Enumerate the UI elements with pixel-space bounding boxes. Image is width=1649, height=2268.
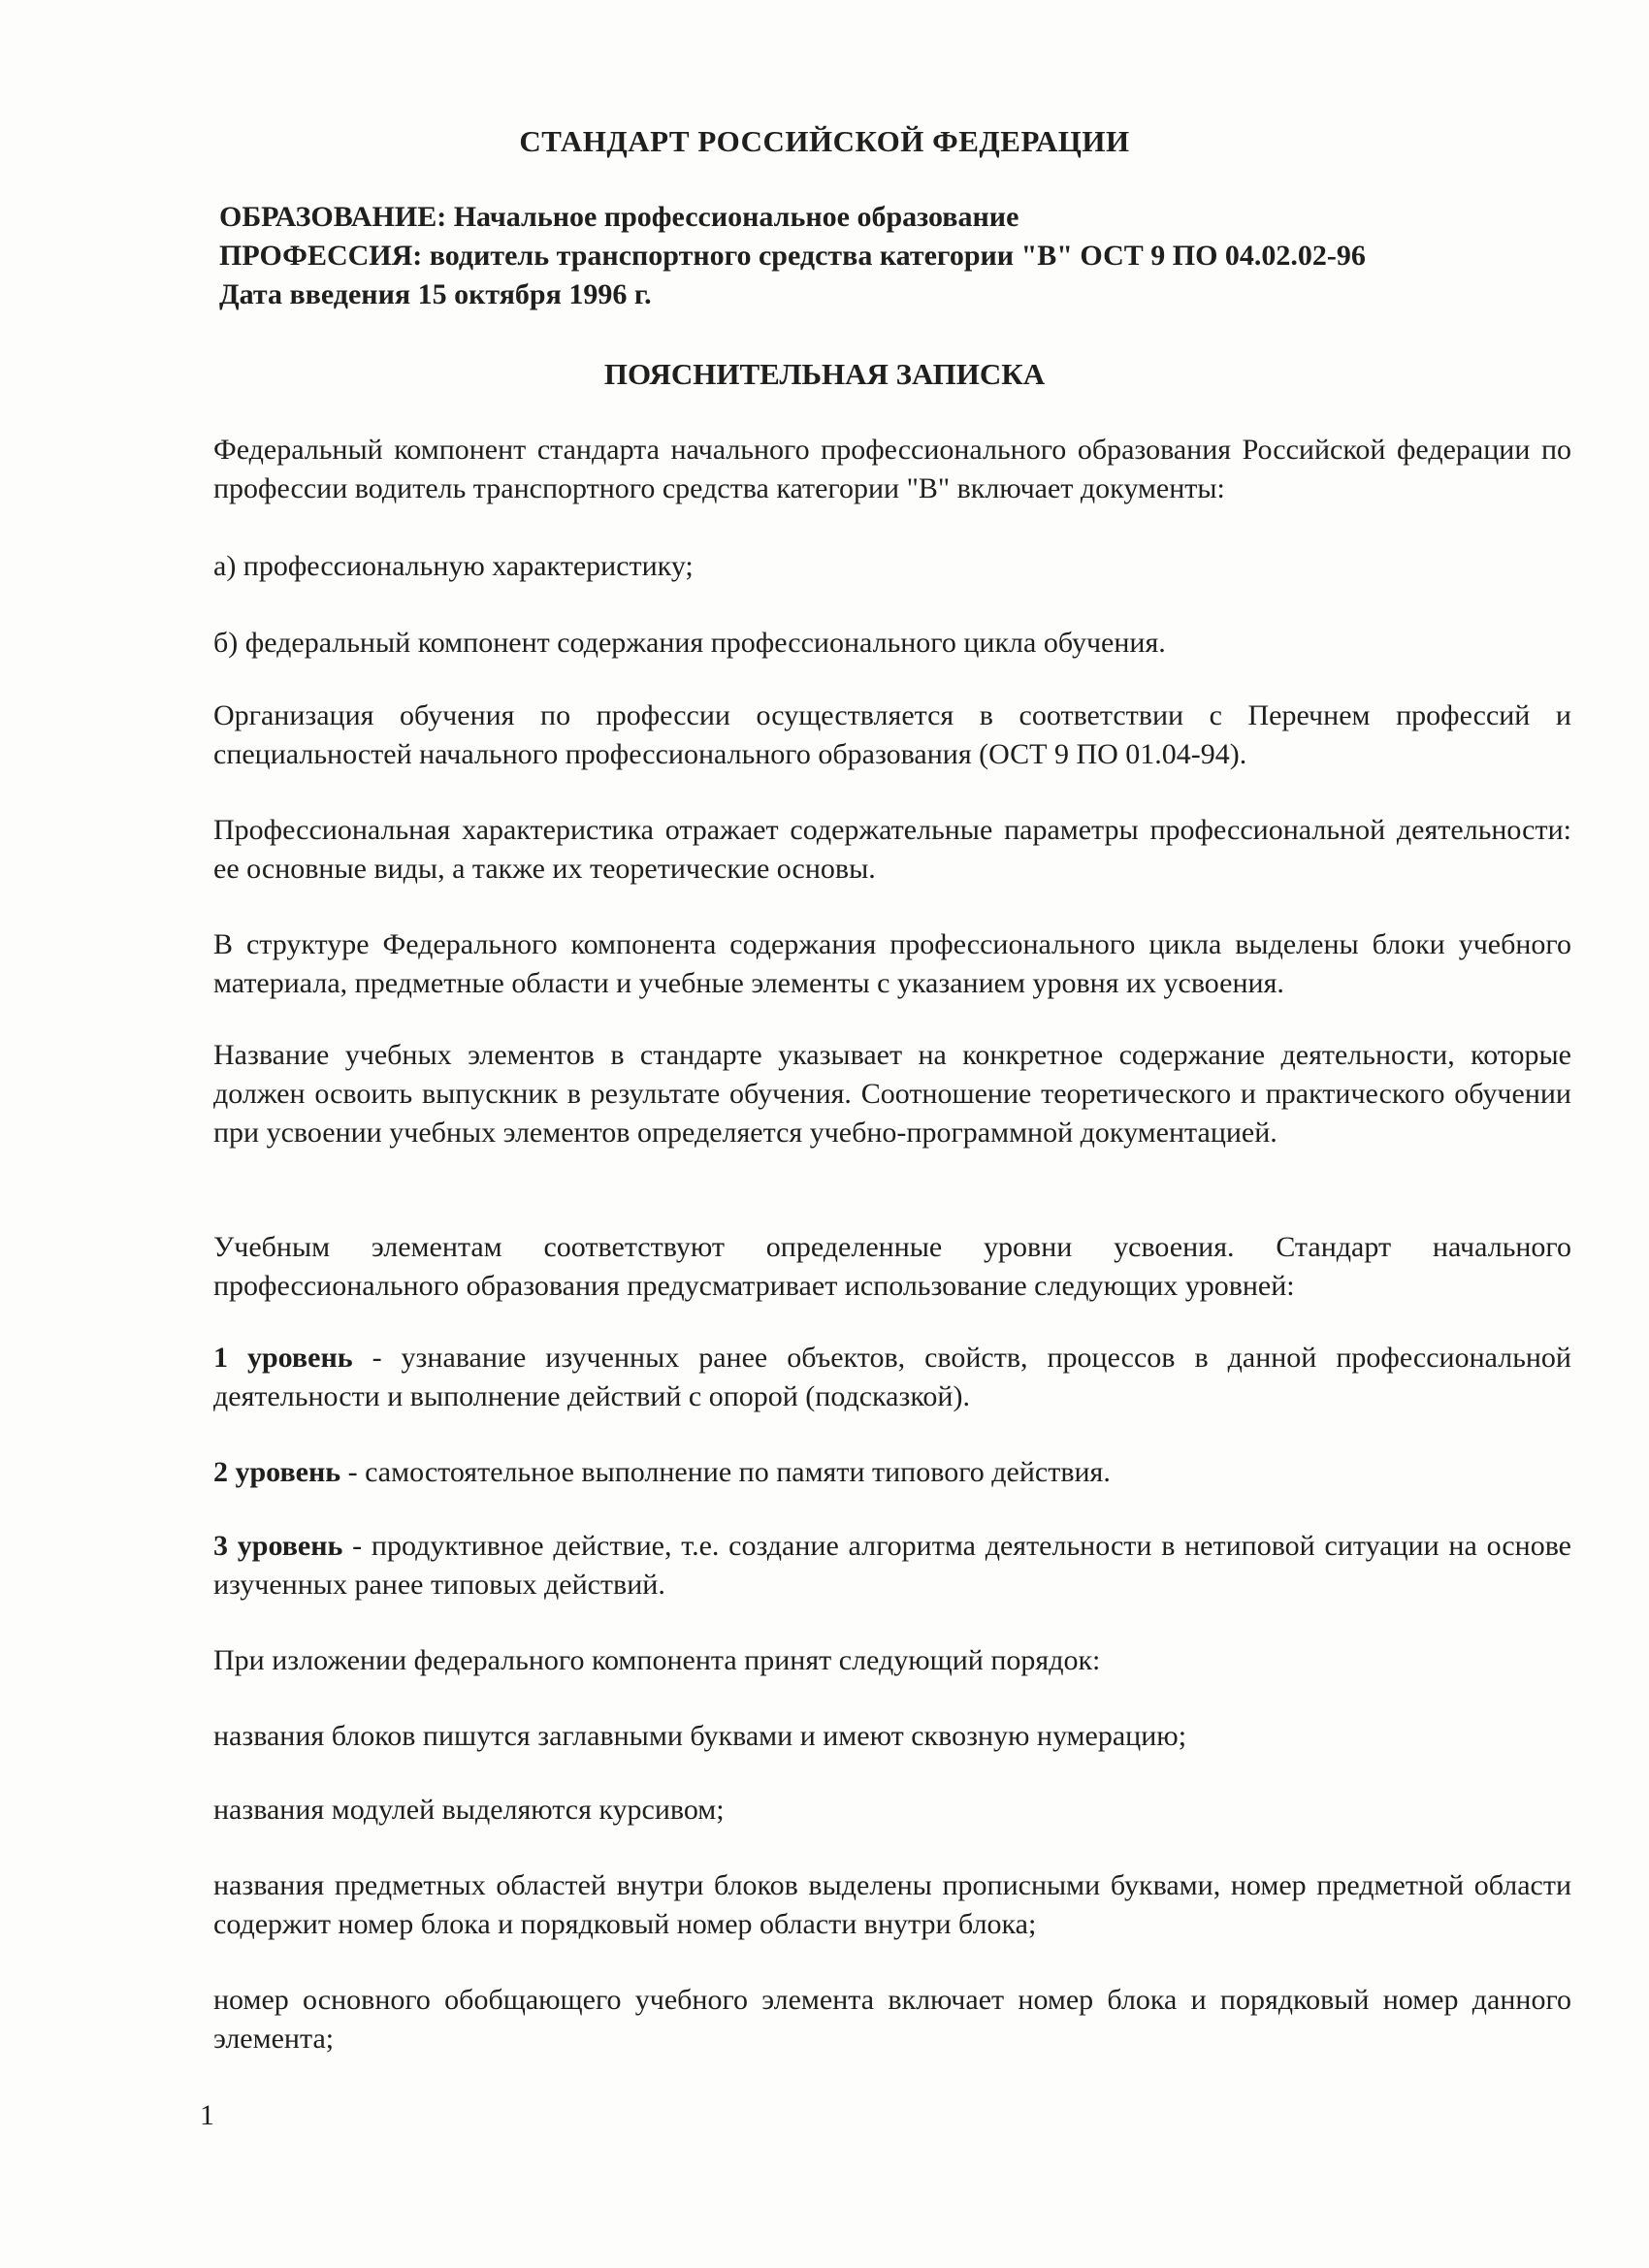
paragraph: При изложении федерального компонента принят следующий порядок: (213, 1644, 1101, 1676)
profession-line: ПРОФЕССИЯ: водитель транспортного средства категории "В" ОСТ 9 ПО 04.02.02-96 (219, 240, 1366, 272)
paragraph: Учебным элементам соответствуют определенные уровни усвоения. Стандарт начального профессионального образования предусматривает использование следующих уровней: (213, 1231, 1571, 1302)
paragraph: Организация обучения по профессии осуществляется в соответствии с Перечнем профессий и специальностей начального профессионального образования (ОСТ 9 ПО 01.04-94). (213, 699, 1571, 770)
document-header (219, 198, 1577, 314)
list-item: а) профессиональную характеристику; (213, 550, 694, 582)
list-item: номер основного обобщающего учебного элемента включает номер блока и порядковый номер данного элемента; (213, 1984, 1571, 2055)
level-item (213, 1527, 1571, 1604)
level-item (213, 1339, 1571, 1416)
list-item: названия блоков пишутся заглавными буквами и имеют сквозную нумерацию; (213, 1720, 1187, 1752)
level-text: - самостоятельное выполнение по памяти типового действия. (340, 1456, 1111, 1488)
level-item (213, 1453, 1571, 1492)
section-title: ПОЯСНИТЕЛЬНАЯ ЗАПИСКА (603, 357, 1046, 391)
list-item: б) федеральный компонент содержания профессионального цикла обучения. (213, 627, 1166, 659)
paragraph: Профессиональная характеристика отражает содержательные параметры профессиональной деятельности: ее основные виды, а также их теоретические основы. (213, 814, 1571, 885)
document-title: СТАНДАРТ РОССИЙСКОЙ ФЕДЕРАЦИИ (519, 124, 1130, 158)
page-number: 1 (200, 2099, 214, 2131)
paragraph: Название учебных элементов в стандарте указывает на конкретное содержание деятельности, которые должен освоить выпускник в результате обучения. Соотношение теоретического и практического обучении при усвоении учебных элементов определяется учебно-программной документацией. (213, 1039, 1571, 1149)
paragraph: В структуре Федерального компонента содержания профессионального цикла выделены блоки учебного материала, предметные области и учебные элементы с указанием уровня их усвоения. (213, 928, 1571, 999)
level-label: 2 уровень (213, 1456, 341, 1488)
level-label: 3 уровень (213, 1530, 343, 1562)
level-text: - узнавание изученных ранее объектов, свойств, процессов в данной профессиональной деятельности и выполнение действий с опорой (подсказкой). (213, 1342, 1571, 1412)
level-label: 1 уровень (213, 1342, 353, 1374)
education-line: ОБРАЗОВАНИЕ: Начальное профессиональное образование (219, 201, 1019, 233)
list-item: названия предметных областей внутри блоков выделены прописными буквами, номер предметной области содержит номер блока и порядковый номер области внутри блока; (213, 1869, 1571, 1940)
level-text: - продуктивное действие, т.е. создание алгоритма деятельности в нетиповой ситуации на основе изученных ранее типовых действий. (213, 1530, 1571, 1601)
paragraph: Федеральный компонент стандарта начального профессионального образования Российской федерации по профессии водитель транспортного средства категории "В" включает документы: (213, 434, 1571, 504)
introduction-date-line: Дата введения 15 октября 1996 г. (219, 278, 652, 310)
list-item: названия модулей выделяются курсивом; (213, 1794, 725, 1826)
